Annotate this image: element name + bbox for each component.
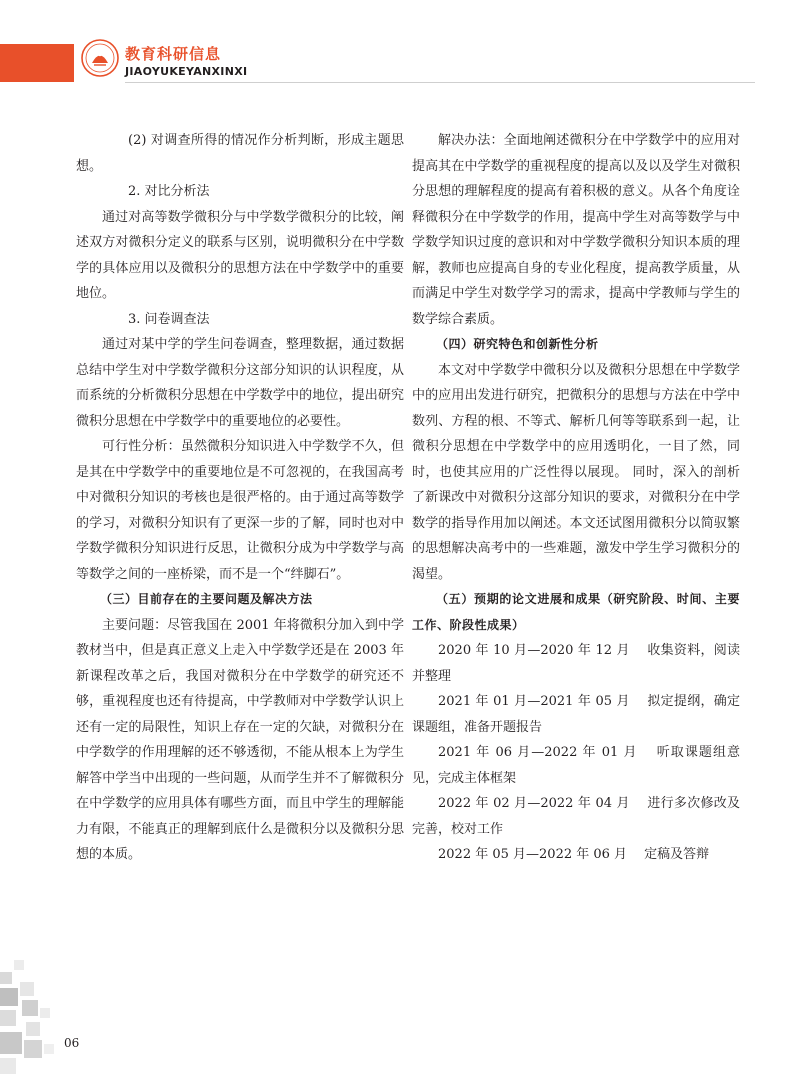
journal-title: 教育科研信息 xyxy=(125,45,222,63)
paragraph: 通过对高等数学微积分与中学数学微积分的比较，阐述双方对微积分定义的联系与区别，说明微积分在中学数学的具体应用以及微积分的思想方法在中学数学中的重要地位。 xyxy=(76,209,404,301)
paragraph: 解决办法：全面地阐述微积分在中学数学中的应用对提高其在中学数学的重视程度的提高以及以及学生对微积分思想的理解程度的提高有着积极的意义。从各个角度诠释微积分在中学数学的作用，提高中学生对高等数学与中学数学知识过度的意识和对中学数学微积分知识本质的理解，教师也应提高自身的专业化程度，提高教学质量，从而满足中学生对数学学习的需求，提高中学教师与学生的数学综合素质。 xyxy=(412,133,740,327)
method-heading: 3. 问卷调查法 xyxy=(128,311,210,327)
section-heading: （三）目前存在的主要问题及解决方法 xyxy=(100,592,313,606)
section-heading: （四）研究特色和创新性分析 xyxy=(436,337,599,351)
paragraph: 主要问题：尽管我国在 2001 年将微积分加入到中学教材当中，但是真正意义上走入中学数学还是在 2003 年新课程改革之后，我国对微积分在中学数学的研究还不够，重视程度也还有待提高，中学教师对中学数学认识上还有一定的局限性，知识上存在一定的欠缺，对微积分在中学数学的作用理解的还不够透彻，不能从根本上为学生解答中学当中出现的一些问题，从而学生并不了解微积分在中学数学的应用具体有哪些方面，而且中学生的理解能力有限，不能真正的理解到底什么是微积分以及微积分思想的本质。 xyxy=(76,617,404,862)
page-header xyxy=(0,38,794,88)
left-column xyxy=(76,128,404,868)
schedule-item: 2022 年 02 月—2022 年 04 月 进行多次修改及完善，校对工作 xyxy=(412,796,740,837)
header-accent-bar xyxy=(0,44,74,82)
schedule-item: 2021 年 01 月—2021 年 05 月 拟定提纲，确定课题组，准备开题报告 xyxy=(412,694,740,735)
method-heading: 2. 对比分析法 xyxy=(128,184,210,199)
paragraph: 通过对某中学的学生问卷调查，整理数据，通过数据总结中学生对中学数学微积分这部分知识的认识程度，从而系统的分析微积分思想在中学数学中的地位，提出研究微积分思想在中学数学中的重要地位的必要性。 xyxy=(76,337,404,429)
section-heading: （五）预期的论文进展和成果（研究阶段、时间、主要工作、阶段性成果） xyxy=(412,592,740,632)
journal-subtitle: JIAOYUKEYANXINXI xyxy=(125,65,248,78)
schedule-item: 2021 年 06 月—2022 年 01 月 听取课题组意见，完成主体框架 xyxy=(412,745,740,786)
page-number: 06 xyxy=(64,1036,80,1050)
method-item: (2) 对调查所得的情况作分析判断，形成主题思想。 xyxy=(76,133,404,174)
schedule-item: 2020 年 10 月—2020 年 12 月 收集资料，阅读并整理 xyxy=(412,643,740,684)
paragraph: 本文对中学数学中微积分以及微积分思想在中学数学中的应用出发进行研究，把微积分的思想与方法在中学中数列、方程的根、不等式、解析几何等等联系到一起，让微积分思想在中学数学中的应用透明化，一目了然，同时，也使其应用的广泛性得以展现。 同时，深入的剖析了新课改中对微积分这部分知识的要求，对微积分在中学数学的指导作用加以阐述。本文还试图用微积分以简驭繁的思想解决高考中的一些难题，激发中学生学习微积分的渴望。 xyxy=(412,362,740,582)
header-divider xyxy=(125,82,755,83)
schedule-item: 2022 年 05 月—2022 年 06 月 定稿及答辩 xyxy=(438,847,710,862)
journal-logo-icon xyxy=(80,38,120,78)
paragraph: 可行性分析：虽然微积分知识进入中学数学不久，但是其在中学数学中的重要地位是不可忽视的，在我国高考中对微积分知识的考核也是很严格的。由于通过高等数学的学习，对微积分知识有了更深一步的了解，同时也对中学数学微积分知识进行反思，让微积分成为中学数学与高等数学之间的一座桥梁，而不是一个“绊脚石”。 xyxy=(76,439,404,582)
decorative-pixel-pattern xyxy=(0,960,60,1077)
right-column xyxy=(412,128,740,868)
